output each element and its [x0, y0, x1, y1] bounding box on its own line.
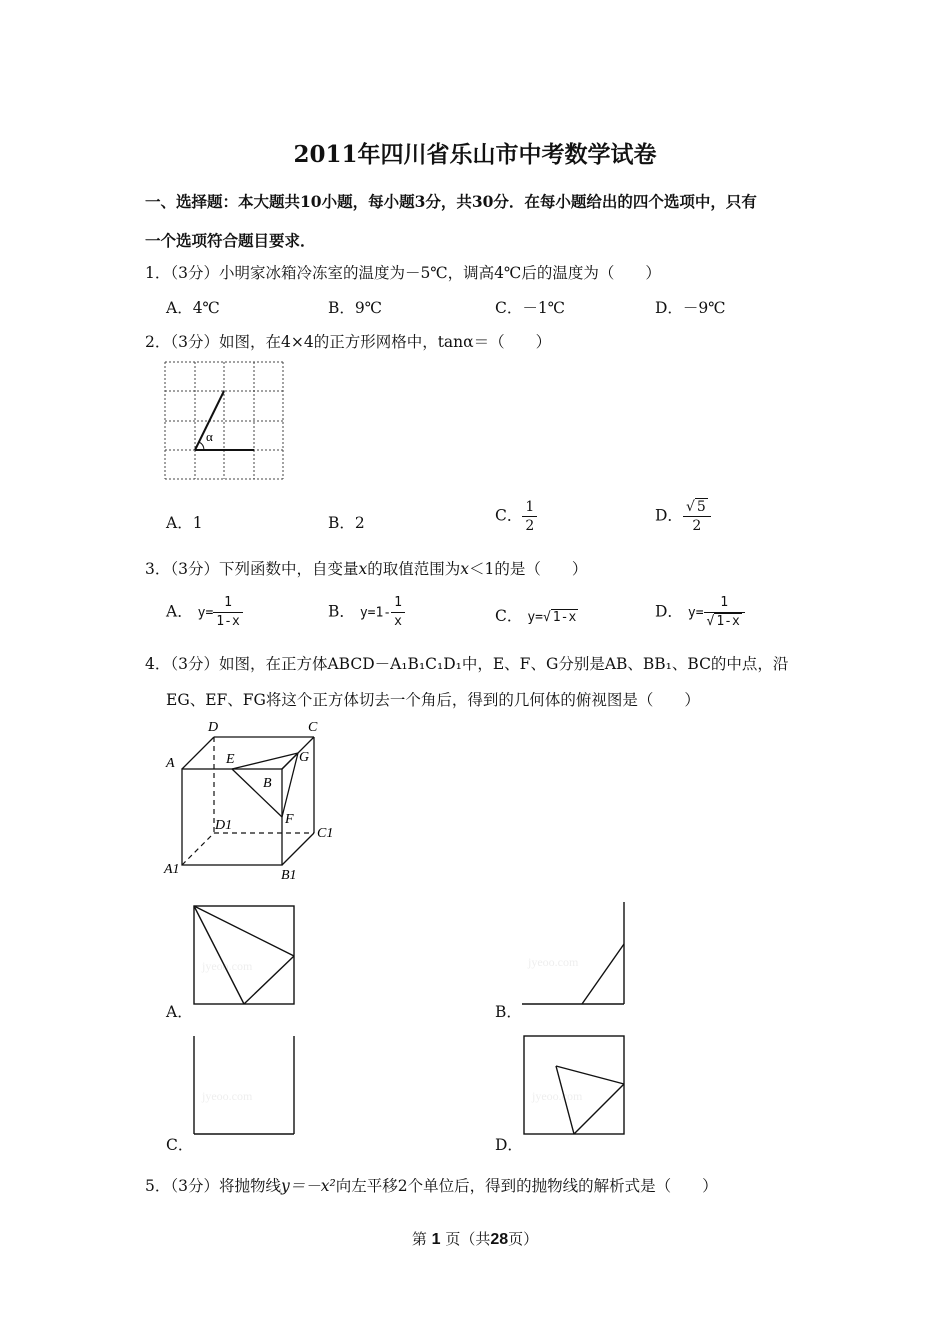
- q2-option-c: C． $\frac{1}{2}$: [495, 498, 537, 535]
- question-3-number: 3．（3分）: [145, 560, 219, 578]
- cube-label-E: E: [226, 752, 235, 767]
- q4-option-a: A．: [166, 1003, 193, 1021]
- q2-d-fraction: $\frac{√ 5}{2}$: [683, 498, 711, 535]
- page-number: 1: [431, 1231, 441, 1248]
- q4-view-d: [522, 1034, 628, 1138]
- cube-label-B1: B1: [281, 868, 297, 883]
- cube-label-C1: C1: [317, 826, 334, 841]
- question-5: 5．（3分）将抛物线y＝－x²向左平移2个单位后，得到的抛物线的解析式是（ ）: [145, 1177, 718, 1195]
- cube-label-F: F: [285, 812, 294, 827]
- question-4-line2: EG、EF、FG将这个正方体切去一个角后，得到的几何体的俯视图是（ ）: [166, 691, 700, 709]
- q4-view-b: [520, 900, 630, 1008]
- cube-label-B: B: [263, 776, 272, 791]
- question-5-number: 5．（3分）: [145, 1177, 219, 1195]
- question-2-number: 2．（3分）: [145, 333, 219, 351]
- question-2-text: 如图，在4×4的正方形网格中，tanα＝（ ）: [218, 333, 552, 351]
- q2-c-fraction: $\frac{1}{2}$: [522, 498, 537, 535]
- page-title: 2011年四川省乐山市中考数学试卷: [293, 141, 657, 168]
- svg-text:jyeoo.com: jyeoo.com: [202, 1089, 253, 1103]
- cube-label-A1: A1: [164, 862, 180, 877]
- question-2: [145, 330, 551, 352]
- q3-option-b: B． y=1- $\frac{1}{x}$: [328, 594, 405, 631]
- q4-view-a: [192, 904, 298, 1006]
- q3-option-c: C． y=√ 1-x: [495, 607, 577, 625]
- q4-option-d: D．: [495, 1136, 523, 1154]
- grid-figure: [160, 358, 290, 484]
- page-footer: 第 1 页（共28页）: [411, 1230, 539, 1248]
- q1-option-b: B．9℃: [328, 299, 383, 317]
- q4-option-b: B．: [495, 1003, 522, 1021]
- q4-view-c: [192, 1034, 298, 1138]
- alpha-label: α: [206, 429, 213, 444]
- q1-option-c: C．－1℃: [495, 299, 566, 317]
- question-5-formula: y＝－x²: [281, 1177, 336, 1195]
- section-heading-line2: 一个选项符合题目要求．: [145, 231, 316, 250]
- svg-text:jyeoo.com: jyeoo.com: [202, 959, 253, 973]
- section-heading-line1: 一、选择题：本大题共10小题，每小题3分，共30分．在每小题给出的四个选项中，只有: [145, 192, 757, 211]
- svg-text:jyeoo.com: jyeoo.com: [528, 955, 579, 969]
- question-1: [145, 261, 661, 283]
- question-4-number: 4．（3分）: [145, 655, 219, 673]
- q2-option-b: B．2: [328, 514, 365, 532]
- question-4-line1: 4．（3分）如图，在正方体ABCD－A₁B₁C₁D₁中，E、F、G分别是AB、BB₁、BC的中点，沿: [145, 655, 789, 673]
- cube-figure: [160, 715, 345, 885]
- q2-option-d: D． $\frac{√ 5}{2}$: [655, 498, 711, 535]
- page-total: 28: [490, 1231, 509, 1248]
- q1-option-a: A．4℃: [166, 299, 220, 317]
- cube-label-C: C: [308, 720, 318, 735]
- question-3: 3．（3分）下列函数中，自变量x的取值范围为x＜1的是（ ）: [145, 560, 588, 578]
- question-1-number: 1．（3分）: [145, 264, 219, 282]
- cube-label-A: A: [166, 756, 175, 771]
- question-1-text: 小明家冰箱冷冻室的温度为－5℃，调高4℃后的温度为（ ）: [218, 264, 661, 282]
- q3-option-d: D． y= $\frac{1}{√ 1-x}$: [655, 594, 745, 631]
- cube-label-D: D: [208, 720, 219, 735]
- cube-label-D1: D1: [215, 818, 233, 833]
- q1-option-d: D．－9℃: [655, 299, 726, 317]
- svg-text:jyeoo.com: jyeoo.com: [532, 1089, 583, 1103]
- q2-option-a: A．1: [166, 514, 203, 532]
- cube-label-G: G: [299, 750, 310, 765]
- q3-option-a: A． y= $\frac{1}{1-x}$: [166, 594, 243, 631]
- q4-option-c: C．: [166, 1136, 194, 1154]
